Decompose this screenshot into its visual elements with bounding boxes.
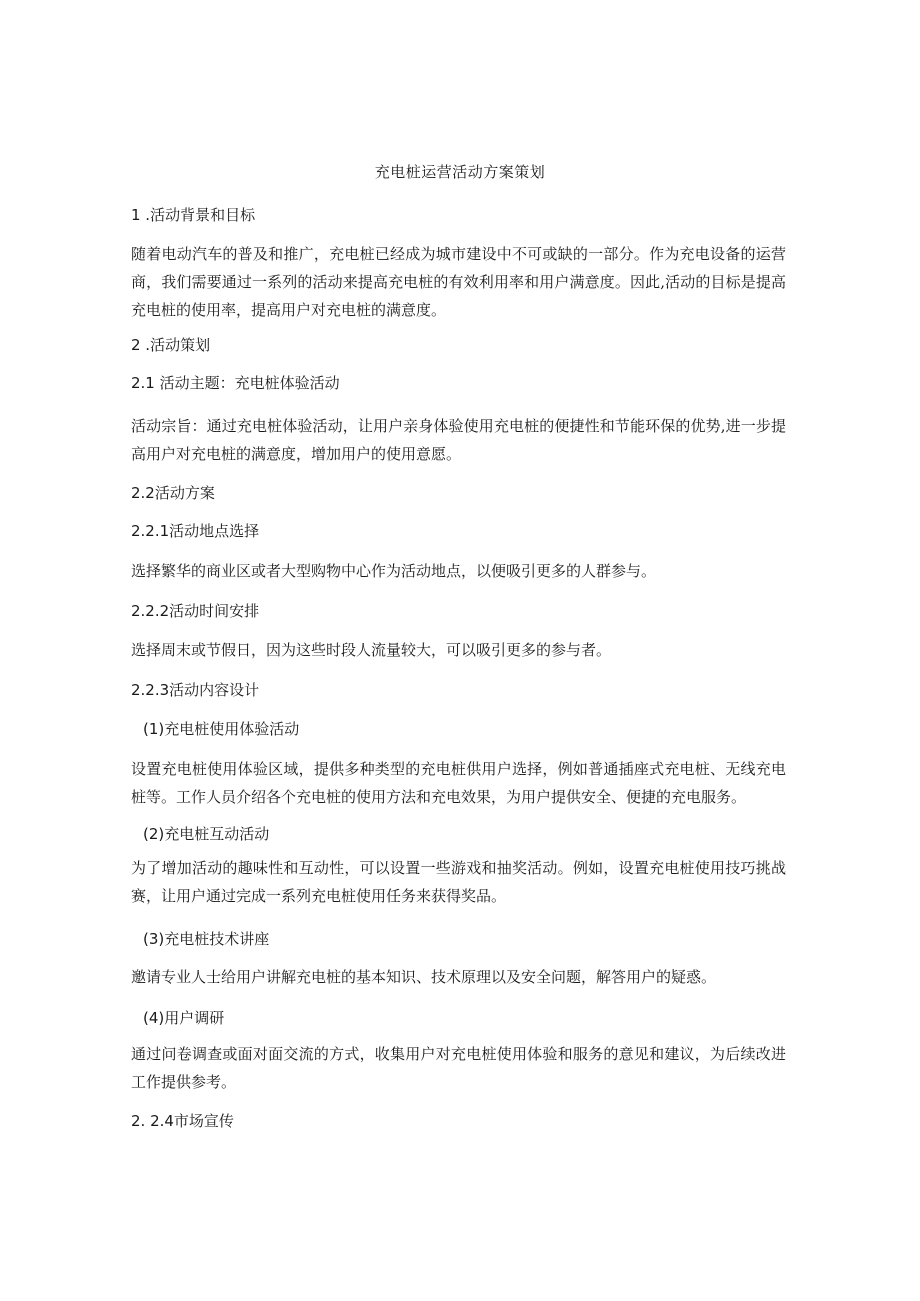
item-1-heading: (1)充电桩使用体验活动 xyxy=(143,720,300,738)
item-4-body: 通过问卷调查或面对面交流的方式，收集用户对充电桩使用体验和服务的意见和建议，为后续改进工作提供参考。 xyxy=(131,1045,786,1091)
item-4-heading: (4)用户调研 xyxy=(143,1009,225,1027)
section-2-2-2-heading: 2.2.2活动时间安排 xyxy=(131,602,260,620)
section-2-2-4-heading: 2. 2.4市场宣传 xyxy=(131,1112,234,1130)
section-2-2-heading: 2.2活动方案 xyxy=(131,484,215,502)
section-2-2-1-body: 选择繁华的商业区或者大型购物中心作为活动地点，以便吸引更多的人群参与。 xyxy=(131,562,657,580)
section-2-1-heading: 2.1 活动主题：充电桩体验活动 xyxy=(131,374,340,392)
item-2-heading: (2)充电桩互动活动 xyxy=(143,825,270,843)
item-2-body: 为了增加活动的趣味性和互动性，可以设置一些游戏和抽奖活动。例如，设置充电桩使用技巧挑战赛，让用户通过完成一系列充电桩使用任务来获得奖品。 xyxy=(131,859,786,905)
section-2-2-3-heading: 2.2.3活动内容设计 xyxy=(131,681,260,699)
section-2-2-2-body: 选择周末或节假日，因为这些时段人流量较大，可以吸引更多的参与者。 xyxy=(131,641,612,659)
document-title: 充电桩运营活动方案策划 xyxy=(374,163,546,181)
section-1-body: 随着电动汽车的普及和推广，充电桩已经成为城市建设中不可或缺的一部分。作为充电设备的运营商，我们需要通过一系列的活动来提高充电桩的有效利用率和用户满意度。因此,活动的目标是提高充电桩的使用率，提高用户对充电桩的满意度。 xyxy=(131,245,786,319)
item-1-body: 设置充电桩使用体验区域，提供多种类型的充电桩供用户选择，例如普通插座式充电桩、无线充电桩等。工作人员介绍各个充电桩的使用方法和充电效果，为用户提供安全、便捷的充电服务。 xyxy=(131,760,786,806)
section-2-heading: 2 .活动策划 xyxy=(131,336,211,354)
item-3-body: 邀请专业人士给用户讲解充电桩的基本知识、技术原理以及安全问题，解答用户的疑惑。 xyxy=(131,968,717,986)
section-2-1-body: 活动宗旨：通过充电桩体验活动，让用户亲身体验使用充电桩的便捷性和节能环保的优势,进一步提高用户对充电桩的满意度，增加用户的使用意愿。 xyxy=(131,417,786,463)
section-2-2-1-heading: 2.2.1活动地点选择 xyxy=(131,522,260,540)
item-3-heading: (3)充电桩技术讲座 xyxy=(143,930,270,948)
section-1-heading: 1 .活动背景和目标 xyxy=(131,206,256,224)
